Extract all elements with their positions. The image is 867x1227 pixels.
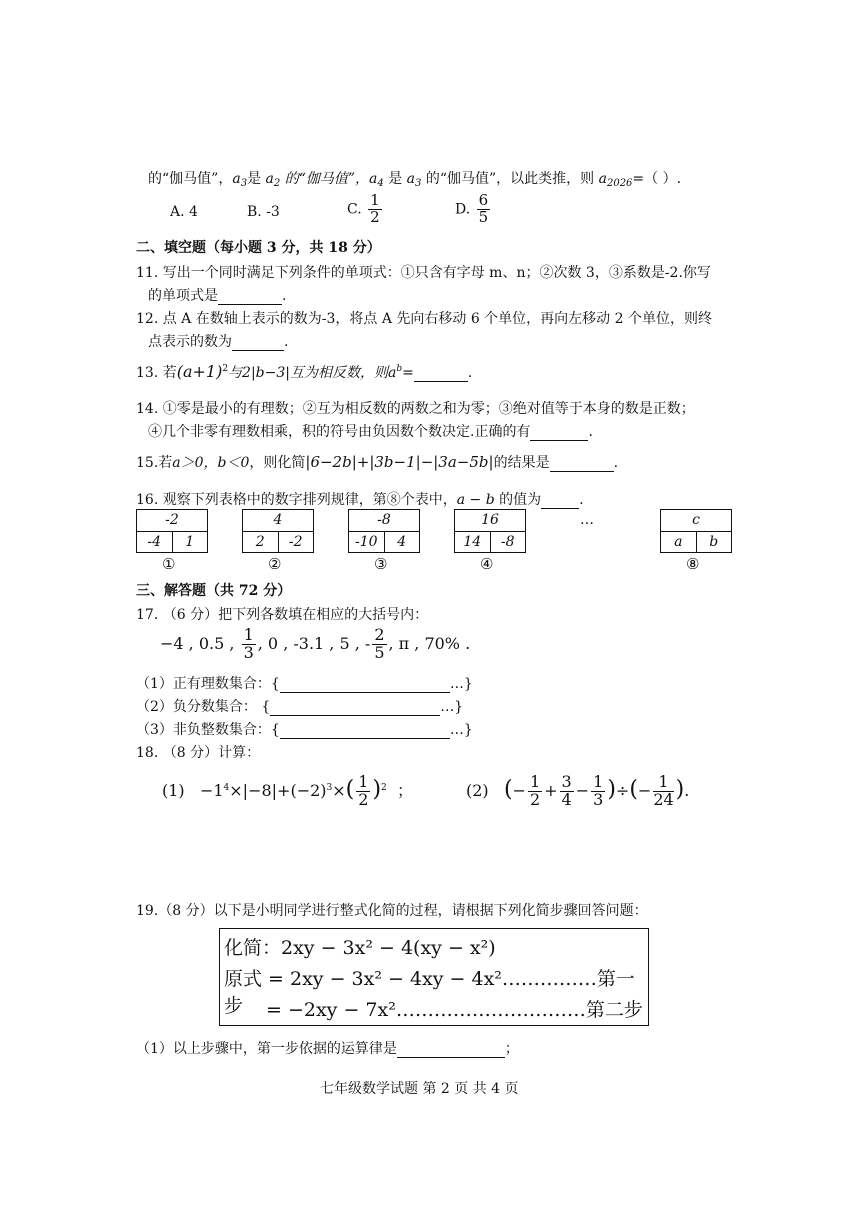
q10-option-a: A. 4 [170, 204, 198, 220]
q19-box-line-1: 化简：2xy − 3x² − 4(xy − x²) [224, 937, 496, 959]
q11-answer-blank[interactable] [218, 288, 282, 305]
q13-line: 13. 若$(a+1)^2$与2|b−3|互为相反数，则$a^b=$ . [136, 362, 473, 381]
q16-table-8: c a b [660, 509, 732, 553]
q16-table-2: 4 2 -2 [242, 509, 314, 553]
q10-option-d: D. $\frac{6}{5}$ [455, 191, 489, 226]
q16-table-3: -8 -10 4 [348, 509, 420, 553]
section-title-fill-in: 二、填空题（每小题 3 分，共 18 分） [136, 240, 381, 256]
q11-line2: 的单项式是 . [148, 288, 287, 304]
q10-line: 的“伽马值”，$a_3$是 $a_2$ 的“伽马值”，$a_4$ 是 $a_3$ 的“伽马值”，以此类推，则 $a_{2026}=$（ ）. [148, 171, 682, 189]
q16-label-1: ① [162, 555, 176, 573]
page-footer: 七年级数学试题 第 2 页 共 4 页 [320, 1081, 519, 1097]
q11-line1: 11. 写出一个同时满足下列条件的单项式：①只含有字母 m、n；②次数 3，③系数是-2.你写 [136, 265, 711, 281]
q18-part-1: (1) $-1^4\times|-8|+(-2)^3\times$( $\frac{1}{2}$ )$^2$ ； [162, 772, 413, 809]
q16-answer-blank[interactable] [541, 492, 579, 509]
q14-line2: ④几个非零有理数相乘，积的符号由负因数个数决定.正确的有 . [148, 424, 593, 440]
q12-line2: 点表示的数为 . [148, 334, 289, 350]
q16-table-1: -2 -4 1 [136, 509, 208, 553]
q16-label-2: ② [268, 555, 282, 573]
q17-line1: 17. （6 分）把下列各数填在相应的大括号内： [136, 607, 429, 623]
q19-box-line-3: = −2xy − 7x²…………………………第二步 [266, 999, 643, 1021]
q16-label-8: ⑧ [686, 555, 700, 573]
q16-ellipsis: … [580, 512, 594, 528]
q16-label-4: ④ [480, 555, 494, 573]
q19-line1: 19.（8 分）以下是小明同学进行整式化简的过程，请根据下列化简步骤回答问题： [136, 903, 648, 919]
q18-line1: 18. （8 分）计算： [136, 745, 261, 761]
q12-answer-blank[interactable] [232, 334, 284, 351]
q16-line: 16. 观察下列表格中的数字排列规律，第⑧个表中，a − b 的值为 . [136, 492, 584, 508]
q19-sub-1: （1）以上步骤中，第一步依据的运算律是 ； [136, 1041, 519, 1057]
q12-line1: 12. 点 A 在数轴上表示的数为-3，将点 A 先向右移动 6 个单位，再向左移动 2 个单位，则终 [136, 311, 712, 327]
q19-sub-1-blank[interactable] [397, 1041, 505, 1058]
q14-answer-blank[interactable] [530, 424, 588, 441]
q18-part-2: (2) (− $\frac{1}{2}$ + $\frac{3}{4}$ − $\frac{1}{3}$ )÷(− $\frac{1}{24}$ ). [466, 772, 690, 809]
q17-numbers: −4 , 0.5 , $\frac{1}{3}$ , 0 , -3.1 , 5 , - $\frac{2}{5}$ , π , 70% . [160, 625, 471, 662]
q17-set-3: （3）非负整数集合：{ …} [136, 722, 473, 738]
q10-option-b: B. -3 [247, 204, 280, 220]
q10-option-c: C. $\frac{1}{2}$ [347, 191, 380, 226]
section-title-solve: 三、解答题（共 72 分） [136, 583, 292, 599]
q19-box-line-2: 原式 = 2xy − 3x² − 4xy − 4x²……………第一步 [224, 968, 635, 1017]
q14-line1: 14. ①零是最小的有理数；②互为相反数的两数之和为零；③绝对值等于本身的数是正数； [136, 401, 695, 417]
q17-set-2-blank[interactable] [270, 699, 440, 716]
q17-set-2: （2）负分数集合： { …} [136, 699, 464, 715]
q17-set-1-blank[interactable] [280, 676, 450, 693]
q17-set-3-blank[interactable] [280, 722, 450, 739]
q17-set-1: （1）正有理数集合：{ …} [136, 676, 473, 692]
q15-answer-blank[interactable] [550, 455, 614, 472]
q16-table-4: 16 14 -8 [454, 509, 526, 553]
q13-answer-blank[interactable] [414, 365, 468, 382]
q19-simplification-box [219, 928, 649, 1026]
q16-label-3: ③ [374, 555, 388, 573]
q15-line: 15.若a＞0，b＜0，则化简|6−2b|+|3b−1|−|3a−5b|的结果是 . [136, 453, 619, 471]
